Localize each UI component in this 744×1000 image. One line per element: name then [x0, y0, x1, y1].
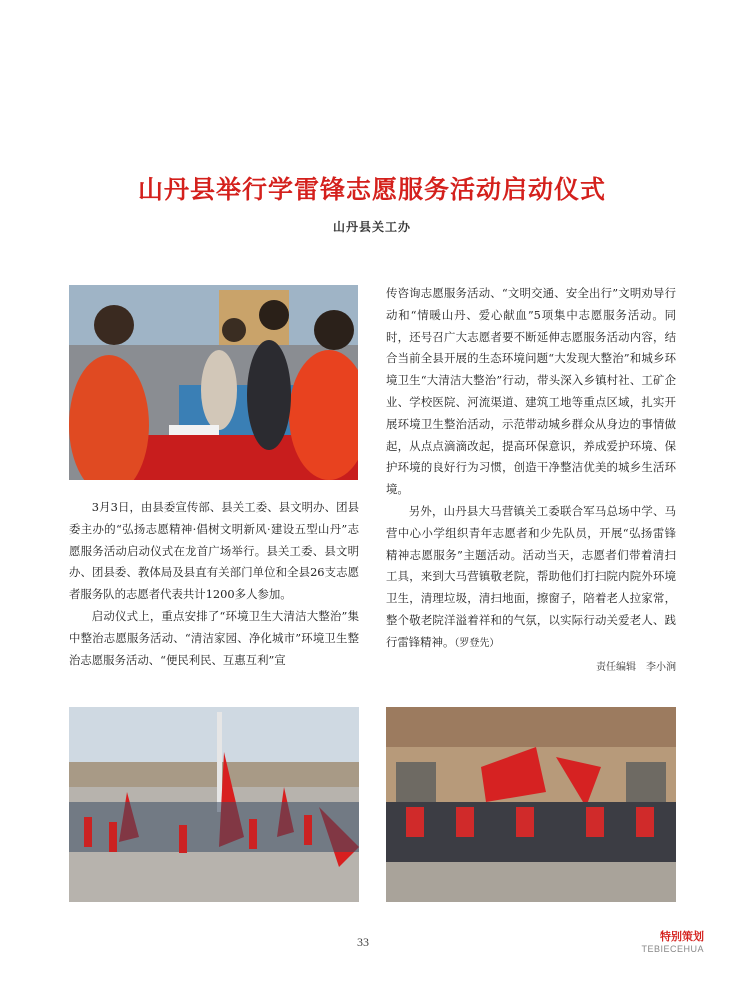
right-paragraph-1: 传咨询志愿服务活动、“文明交通、安全出行”文明劝导行动和“情暖山丹、爱心献血”5项集中志愿服务活动。同时，还号召广大志愿者要不断延伸志愿服务活动内容，结合当前全县开展的生态环境问题“大发现大整治”和城乡环境卫生“大清洁大整治”行动，带头深入乡镇村社、工矿企业、学校医院、河流渠道、建筑工地等重点区域，扎实开展环境卫生整治活动，示范带动城乡群众从身边的事情做起，从点点滴滴改起，提高环保意识，养成爱护环境、保护环境的良好行为习惯，创造干净整洁优美的城乡生活环境。	[386, 286, 676, 497]
section-label	[641, 928, 704, 954]
column-left	[69, 497, 359, 671]
article-title: 山丹县举行学雷锋志愿服务活动启动仪式	[137, 175, 606, 204]
right-paragraph-2: 另外，山丹县大马营镇关工委联合军马总场中学、马营中心小学组织青年志愿者和少先队员，开展“弘扬雷锋精神志愿服务”主题活动。活动当天，志愿者们带着清扫工具，来到大马营镇敬老院，帮助他们打扫院内院外环境卫生，清理垃圾，清扫地面，擦窗子，陪着老人拉家常，整个敬老院洋溢着祥和的气氛，以实际行动关爱老人、践行雷锋精神。（罗登先）	[386, 503, 676, 649]
article-author: 山丹县关工办	[332, 220, 411, 234]
section-title-cn: 特别策划	[660, 930, 704, 943]
column-right	[386, 283, 676, 678]
author-signature: （罗登先）	[454, 637, 500, 649]
left-paragraph-2: 启动仪式上，重点安排了“环境卫生大清洁大整治”集中整治志愿服务活动、“清洁家园、净化城市”环境卫生整治志愿服务活动、“便民利民、互惠互利”宣	[69, 608, 359, 667]
photo-nursing-home-group	[386, 707, 676, 902]
page-number: 33	[357, 935, 369, 949]
photo-students-flags	[69, 707, 359, 902]
responsible-editor: 责任编辑 李小涧	[596, 661, 676, 673]
left-paragraph-1: 3月3日，由县委宣传部、县关工委、县文明办、团县委主办的“弘扬志愿精神·倡树文明新风·建设五型山丹”志愿服务活动启动仪式在龙首广场举行。县关工委、县文明办、团县委、教体局及县直有关部门单位和全县26支志愿者服务队的志愿者代表共计1200多人参加。	[69, 500, 359, 602]
section-title-pinyin: TEBIECEHUA	[641, 944, 704, 954]
photo-volunteer-registration	[69, 285, 358, 480]
